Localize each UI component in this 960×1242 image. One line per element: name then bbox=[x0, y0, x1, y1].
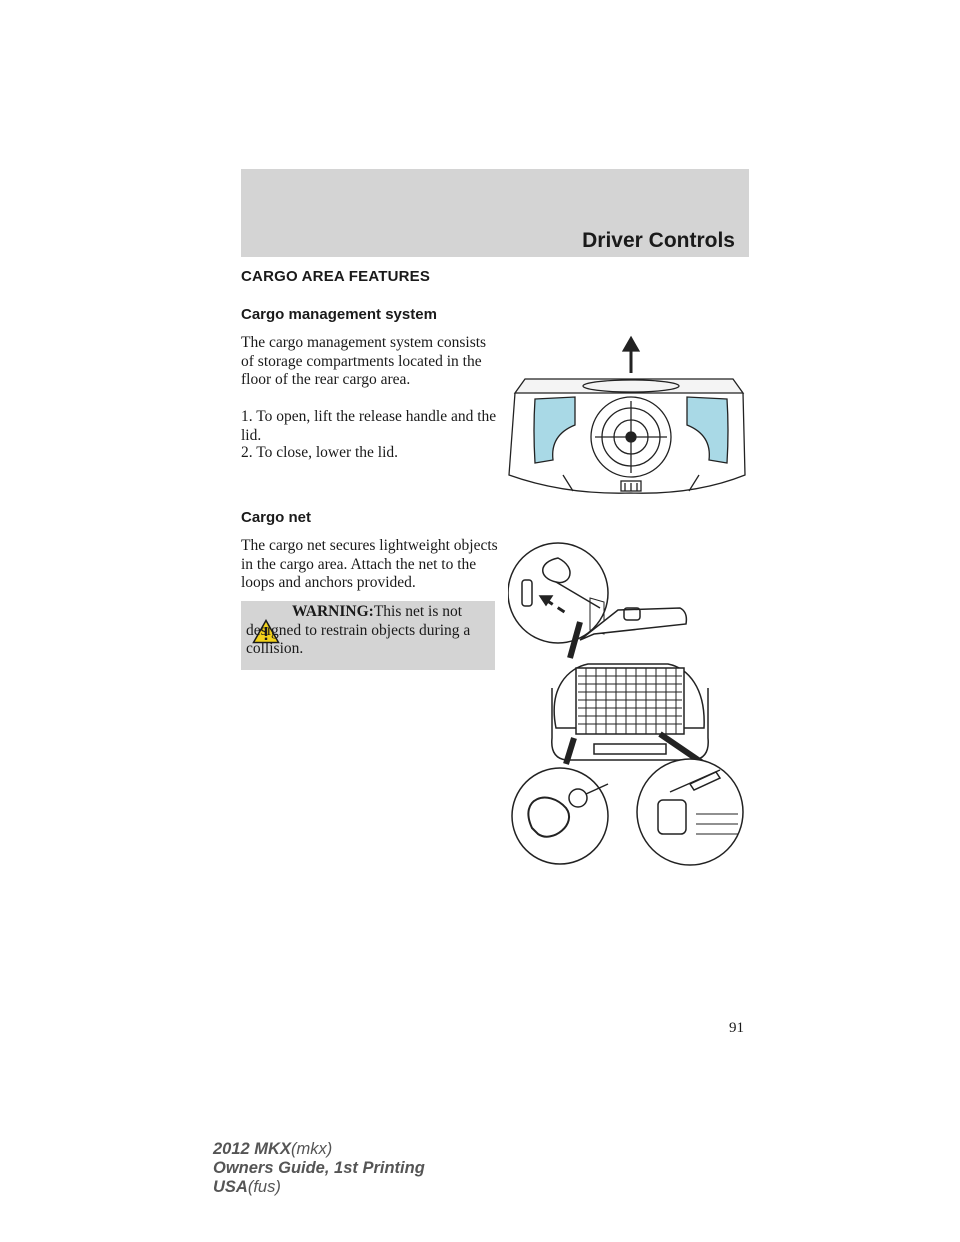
warning-box bbox=[241, 601, 495, 670]
section-header-band bbox=[241, 169, 749, 257]
page-number: 91 bbox=[729, 1020, 744, 1036]
lift-arrow-head bbox=[623, 337, 639, 351]
page-heading: CARGO AREA FEATURES bbox=[241, 268, 431, 285]
hook-detail-circle bbox=[512, 768, 608, 864]
footer-market-code: (fus) bbox=[247, 1178, 281, 1196]
subheading-cargo-management: Cargo management system bbox=[241, 306, 437, 323]
footer-market: USA bbox=[213, 1178, 248, 1196]
document-footer bbox=[213, 1140, 425, 1197]
anchor-detail-circle bbox=[637, 759, 743, 865]
footer-guide-edition: Owners Guide, 1st Printing bbox=[213, 1159, 425, 1177]
warning-text bbox=[246, 603, 490, 659]
cargo-net-illustration bbox=[508, 538, 753, 870]
footer-model: 2012 MKX bbox=[213, 1140, 291, 1158]
warning-label: WARNING: bbox=[292, 603, 374, 620]
step-open: 1. To open, lift the release handle and the lid. bbox=[241, 408, 497, 444]
cargo-management-illustration bbox=[505, 335, 750, 495]
paragraph-management-intro: The cargo management system consists of storage compartments located in the floor of the rear cargo area. bbox=[241, 334, 487, 388]
subheading-cargo-net: Cargo net bbox=[241, 509, 312, 526]
warning-message: This net is not designed to restrain objects during a collision. bbox=[246, 603, 471, 657]
section-title: Driver Controls bbox=[582, 229, 735, 252]
footer-model-code: (mkx) bbox=[290, 1140, 333, 1158]
paragraph-net-body: The cargo net secures lightweight objects in the cargo area. Attach the net to the loops and anchors provided. bbox=[241, 537, 498, 591]
step-close: 2. To close, lower the lid. bbox=[241, 444, 399, 461]
